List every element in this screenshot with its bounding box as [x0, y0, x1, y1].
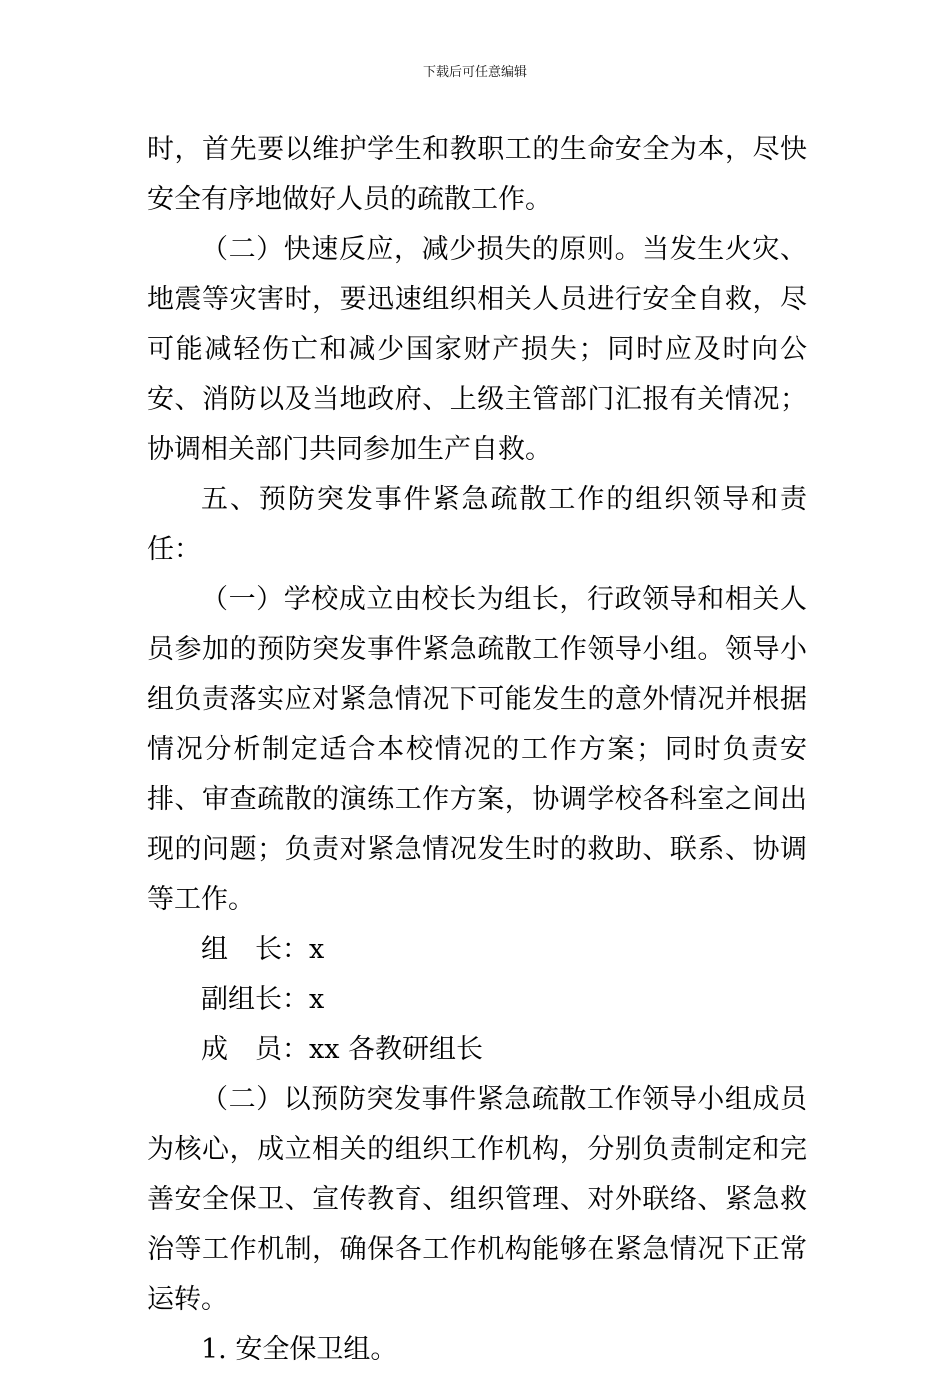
deputy-leader-line: 副组长：x	[201, 984, 325, 1015]
paragraph-continuation: 时，首先要以维护学生和教职工的生命安全为本，尽快安全有序地做好人员的疏散工作。	[147, 134, 807, 215]
leader-line: 组 长：x	[201, 934, 325, 965]
paragraph-principle-two: （二）快速反应，减少损失的原则。当发生火灾、地震等灾害时，要迅速组织相关人员进行安全自救，尽可能减轻伤亡和减少国家财产损失；同时应及时向公安、消防以及当地政府、上级主管部门汇报有关情况；协调相关部门共同参加生产自救。	[147, 234, 807, 465]
section-heading-five: 五、预防突发事件紧急疏散工作的组织领导和责任：	[147, 484, 807, 565]
list-item-security-group: 1. 安全保卫组。	[201, 1334, 398, 1365]
header-note: 下载后可任意编辑	[422, 65, 527, 80]
members-line: 成 员：xx 各教研组长	[201, 1034, 484, 1065]
paragraph-organization: （二）以预防突发事件紧急疏散工作领导小组成员为核心，成立相关的组织工作机构，分别负责制定和完善安全保卫、宣传教育、组织管理、对外联络、紧急救治等工作机制，确保各工作机构能够在紧急情况下正常运转。	[147, 1084, 807, 1315]
paragraph-leadership-group: （一）学校成立由校长为组长，行政领导和相关人员参加的预防突发事件紧急疏散工作领导小组。领导小组负责落实应对紧急情况下可能发生的意外情况并根据情况分析制定适合本校情况的工作方案；同时负责安排、审查疏散的演练工作方案，协调学校各科室之间出现的问题；负责对紧急情况发生时的救助、联系、协调等工作。	[147, 584, 807, 915]
document-body	[147, 125, 807, 1375]
